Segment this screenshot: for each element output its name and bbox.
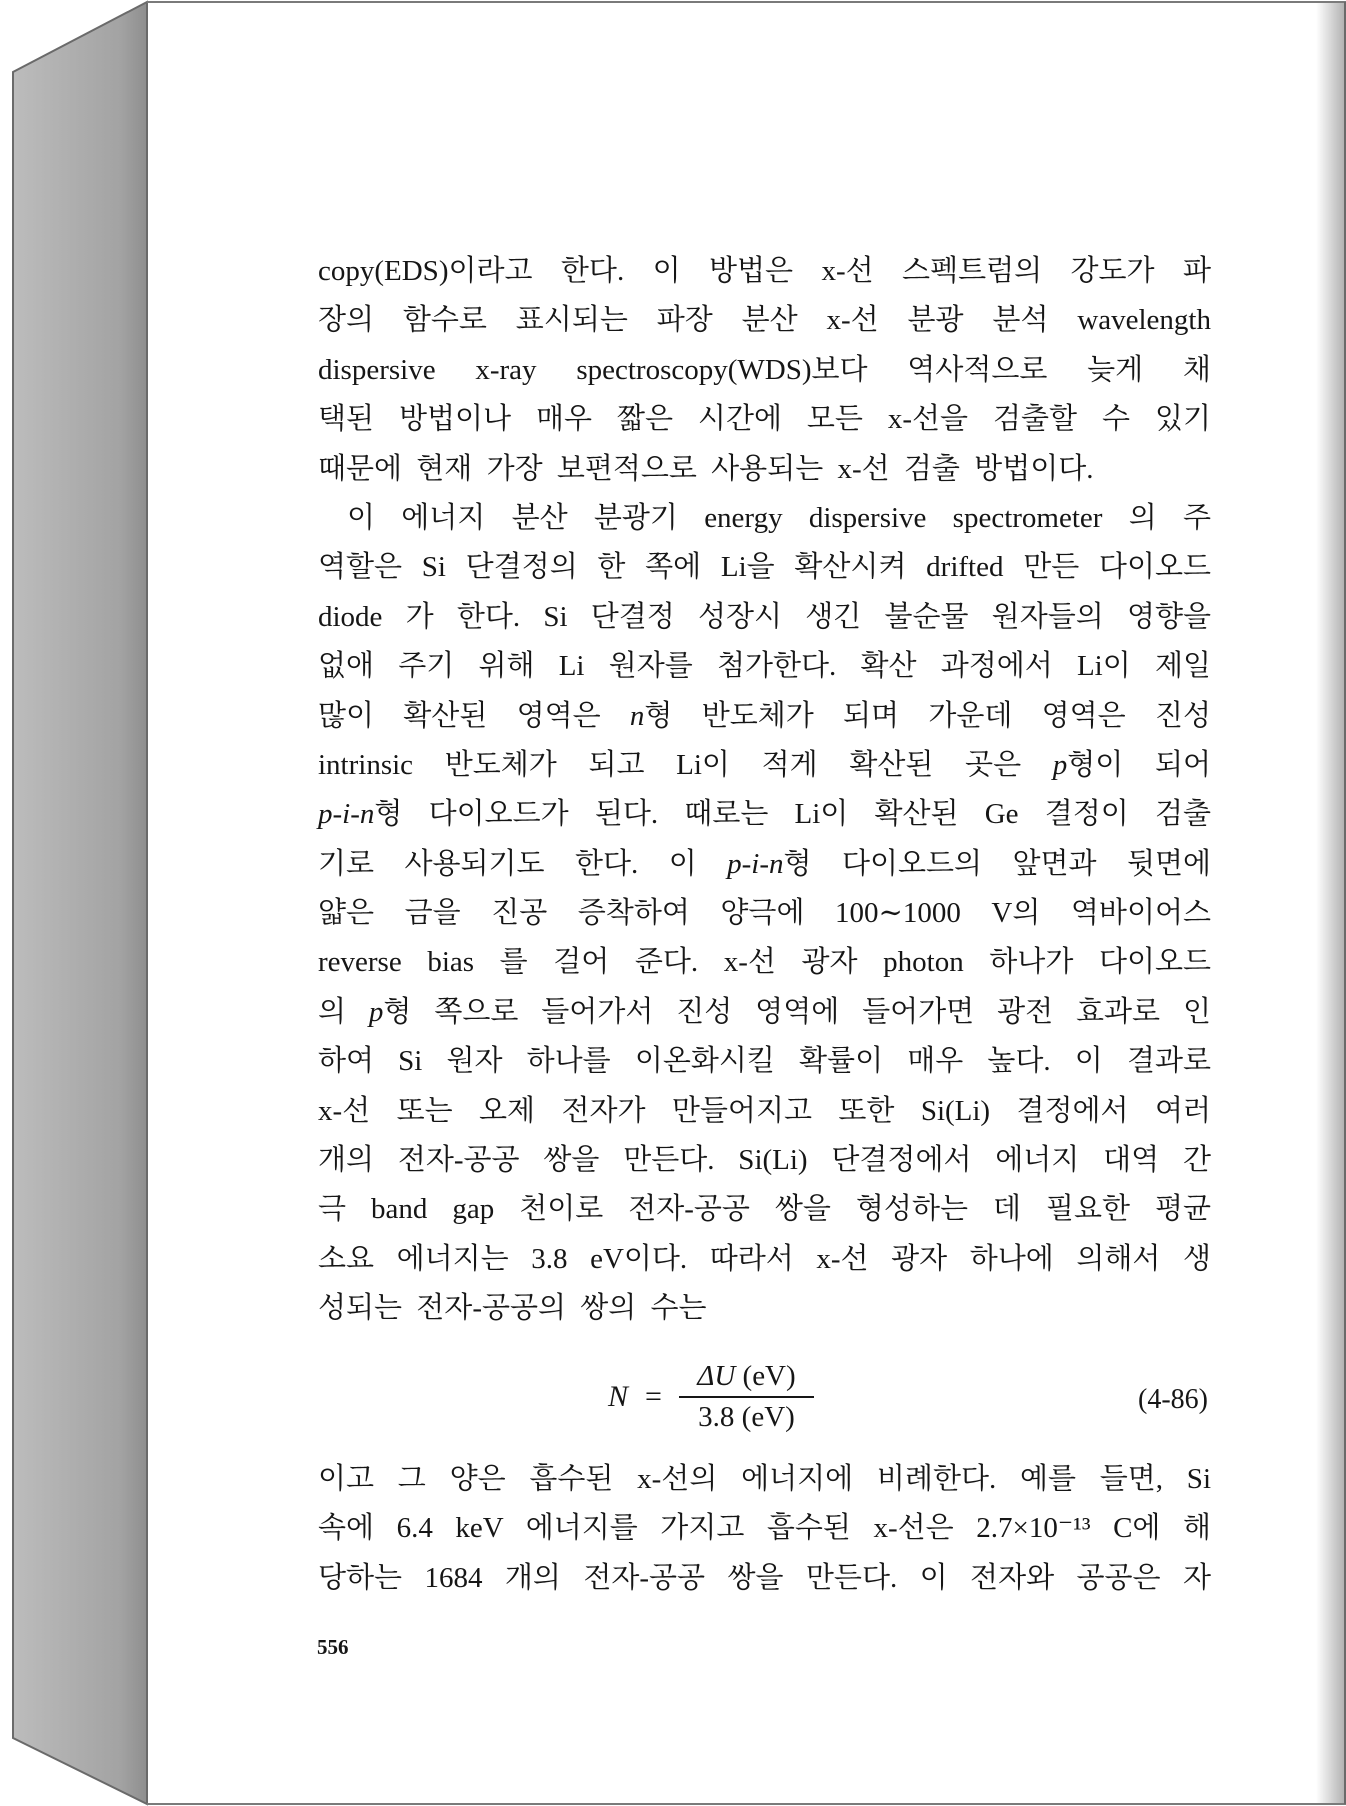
- text-line: dispersive x-ray spectroscopy(WDS)보다 역사적으로 늦게 채: [318, 353, 1211, 386]
- text-line: 속에 6.4 keV 에너지를 가지고 흡수된 x-선은 2.7×10⁻¹³ C에 해: [318, 1512, 1211, 1545]
- text-line: diode 가 한다. Si 단결정 성장시 생긴 불순물 원자들의 영향을: [318, 600, 1211, 633]
- text-run: 형 쪽으로 들어가서 진성 영역에 들어가면 광전 효과로 인: [383, 995, 1211, 1028]
- text-line: [318, 988, 1211, 1037]
- numerator-unit: (eV): [742, 1360, 796, 1392]
- equals-sign: =: [645, 1380, 662, 1413]
- italic-symbol-n: n: [629, 699, 645, 732]
- text-line: 없애 주기 위해 Li 원자를 첨가한다. 확산 과정에서 Li이 제일: [318, 650, 1211, 683]
- text-line: 이고 그 양은 흡수된 x-선의 에너지에 비례한다. 예를 들면, Si: [318, 1463, 1211, 1495]
- text-line: [318, 741, 1211, 790]
- text-line: [318, 790, 1211, 839]
- text-line: 택된 방법이나 매우 짧은 시간에 모든 x-선을 검출할 수 있기: [318, 403, 1211, 436]
- italic-symbol-p: p: [368, 995, 384, 1028]
- text-run: 형 다이오드가 된다. 때로는 Li이 확산된 Ge 결정이 검출: [374, 798, 1211, 831]
- text-run: 의: [318, 995, 369, 1028]
- text-line: 개의 전자-공공 쌍을 만든다. Si(Li) 단결정에서 에너지 대역 간: [318, 1144, 1211, 1177]
- text-run: 형 반도체가 되며 가운데 영역은 진성: [644, 699, 1211, 732]
- text-line: 극 band gap 천이로 전자-공공 쌍을 형성하는 데 필요한 평균: [318, 1193, 1211, 1226]
- italic-symbol-p: p: [1052, 748, 1068, 781]
- fraction-numerator: [679, 1357, 814, 1395]
- fraction-denominator: 3.8 (eV): [698, 1401, 795, 1433]
- text-line: [318, 692, 1211, 741]
- text-run: 많이 확산된 영역은: [318, 699, 630, 732]
- italic-symbol-pin: p-i-n: [727, 847, 784, 880]
- text-line: 당하는 1684 개의 전자-공공 쌍을 만든다. 이 전자와 공공은 자: [318, 1561, 1211, 1594]
- text-line: [318, 840, 1211, 889]
- text-line: 얇은 금을 진공 증착하여 양극에 100∼1000 V의 역바이어스: [318, 897, 1211, 930]
- text-line: copy(EDS)이라고 한다. 이 방법은 x-선 스펙트럼의 강도가 파: [318, 255, 1211, 287]
- paragraph-3: [318, 1455, 1211, 1603]
- text-run: 형 다이오드의 앞면과 뒷면에: [783, 847, 1211, 880]
- text-run: 기로 사용되기도 한다. 이: [318, 847, 728, 880]
- equation-variable-n: N: [608, 1380, 629, 1413]
- book-spine: [13, 2, 147, 1804]
- text-line: 하여 Si 원자 하나를 이온화시킬 확률이 매우 높다. 이 결과로: [318, 1045, 1211, 1078]
- main-text-upper: [318, 247, 1211, 1334]
- text-line: 성되는 전자-공공의 쌍의 수는: [318, 1292, 707, 1325]
- text-line: x-선 또는 오제 전자가 만들어지고 또한 Si(Li) 결정에서 여러: [318, 1094, 1211, 1127]
- text-line: 이 에너지 분산 분광기 energy dispersive spectrometer 의 주: [347, 501, 1211, 534]
- equation-number: (4-86): [1138, 1384, 1208, 1415]
- page-number: 556: [317, 1635, 349, 1659]
- delta-u-symbol: ΔU: [697, 1360, 736, 1392]
- text-line: reverse bias 를 걸어 준다. x-선 광자 photon 하나가 다이오드: [318, 946, 1211, 979]
- text-line: 소요 에너지는 3.8 eV이다. 따라서 x-선 광자 하나에 의해서 생: [318, 1242, 1211, 1275]
- paragraph-1: [318, 247, 1211, 494]
- text-line: 때문에 현재 가장 보편적으로 사용되는 x-선 검출 방법이다.: [318, 452, 1094, 485]
- paragraph-2: [318, 494, 1211, 1334]
- fraction: [679, 1357, 814, 1435]
- italic-symbol-pin: p-i-n: [318, 798, 375, 831]
- fraction-bar: [679, 1396, 814, 1398]
- text-run: 형이 되어: [1067, 748, 1211, 781]
- main-text-lower: [318, 1455, 1211, 1603]
- text-run: intrinsic 반도체가 되고 Li이 적게 확산된 곳은: [318, 748, 1053, 781]
- text-line: 장의 함수로 표시되는 파장 분산 x-선 분광 분석 wavelength: [318, 304, 1211, 337]
- text-line: 역할은 Si 단결정의 한 쪽에 Li을 확산시켜 drifted 만든 다이오드: [318, 551, 1211, 584]
